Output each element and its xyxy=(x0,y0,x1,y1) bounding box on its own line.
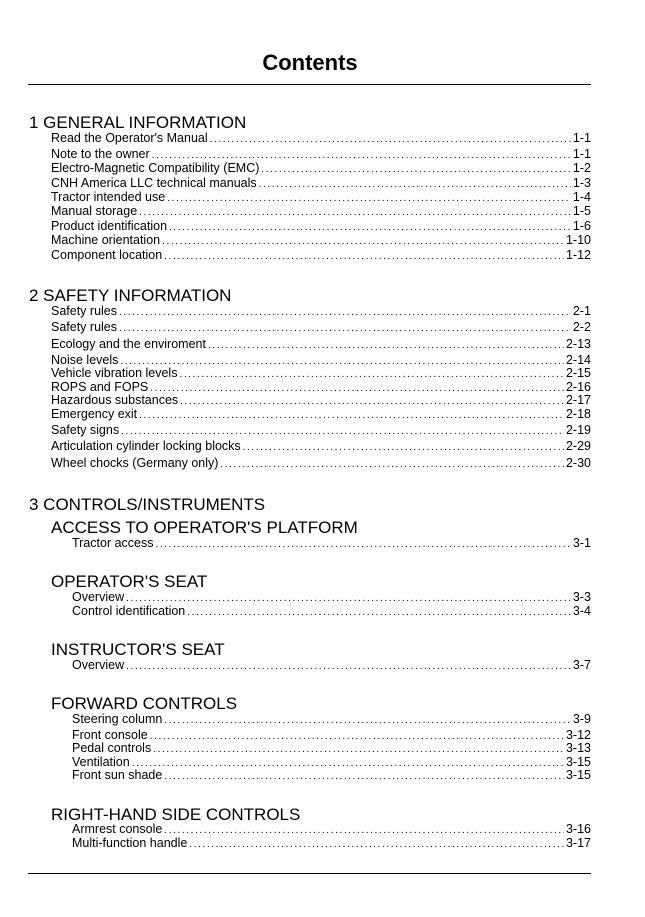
toc-label: CNH America LLC technical manuals xyxy=(51,176,257,190)
toc-page: 1-6 xyxy=(572,219,591,233)
leader-dots xyxy=(139,205,571,220)
leader-dots xyxy=(119,305,571,320)
toc-entry[interactable] xyxy=(51,320,591,335)
toc-page: 3-13 xyxy=(565,741,591,755)
toc-label: Ecology and the enviroment xyxy=(51,337,206,351)
toc-label: Safety signs xyxy=(51,423,120,437)
toc-entry[interactable] xyxy=(51,176,591,191)
toc-entry[interactable] xyxy=(72,768,591,783)
toc-label: Hazardous substances xyxy=(51,393,179,407)
toc-label: Tractor access xyxy=(72,536,154,550)
subsection-heading: INSTRUCTOR'S SEAT xyxy=(51,640,225,659)
toc-entry[interactable] xyxy=(51,147,591,162)
toc-page: 3-7 xyxy=(572,658,591,672)
leader-dots xyxy=(164,713,571,728)
leader-dots xyxy=(139,408,564,423)
toc-label: Control identification xyxy=(72,604,186,618)
toc-label: Overview xyxy=(72,590,125,604)
toc-label: ROPS and FOPS xyxy=(51,380,149,394)
toc-page: 3-3 xyxy=(572,590,591,604)
toc-entry[interactable] xyxy=(51,204,591,219)
toc-entry[interactable] xyxy=(51,304,591,319)
toc-entry[interactable] xyxy=(72,658,591,673)
toc-page: 1-1 xyxy=(572,147,591,161)
toc-label: Pedal controls xyxy=(72,741,152,755)
toc-entry[interactable] xyxy=(72,836,591,851)
toc-label: Front sun shade xyxy=(72,768,163,782)
toc-page: 2-17 xyxy=(565,393,591,407)
leader-dots xyxy=(189,837,564,852)
toc-page: 2-16 xyxy=(565,380,591,394)
toc-label: Overview xyxy=(72,658,125,672)
toc-label: Product identification xyxy=(51,219,168,233)
toc-entry[interactable] xyxy=(51,219,591,234)
toc-page: 2-29 xyxy=(565,439,591,453)
toc-page: 3-9 xyxy=(572,712,591,726)
toc-label: Steering column xyxy=(72,712,163,726)
leader-dots xyxy=(208,338,564,353)
toc-page: 1-10 xyxy=(565,233,591,247)
toc-page: 1-5 xyxy=(572,204,591,218)
toc-label: Read the Operator's Manual xyxy=(51,131,208,145)
toc-page: 2-13 xyxy=(565,337,591,351)
toc-label: Machine orientation xyxy=(51,233,161,247)
leader-dots xyxy=(243,440,564,455)
toc-label: Emergency exit xyxy=(51,407,138,421)
toc-label: Tractor intended use xyxy=(51,190,166,204)
toc-page: 3-15 xyxy=(565,768,591,782)
subsection-heading: RIGHT-HAND SIDE CONTROLS xyxy=(51,805,301,824)
bottom-rule xyxy=(28,873,591,874)
toc-label: Vehicle vibration levels xyxy=(51,366,178,380)
toc-page: 2-30 xyxy=(565,456,591,470)
toc-label: Noise levels xyxy=(51,353,119,367)
leader-dots xyxy=(121,424,564,439)
toc-entry[interactable] xyxy=(51,248,591,263)
toc-label: Electro-Magnetic Compatibility (EMC) xyxy=(51,161,260,175)
toc-page: 3-15 xyxy=(565,755,591,769)
toc-label: Articulation cylinder locking blocks xyxy=(51,439,241,453)
page-title: Contents xyxy=(262,50,358,75)
toc-entry[interactable] xyxy=(51,439,591,454)
toc-page: 3-1 xyxy=(572,536,591,550)
toc-page: 2-2 xyxy=(572,320,591,334)
toc-entry[interactable] xyxy=(72,536,591,551)
toc-page: 2-18 xyxy=(565,407,591,421)
toc-page: 1-3 xyxy=(572,176,591,190)
leader-dots xyxy=(220,457,564,472)
leader-dots xyxy=(164,769,564,784)
top-rule xyxy=(28,84,591,85)
toc-label: Manual storage xyxy=(51,204,138,218)
toc-page: 2-1 xyxy=(572,304,591,318)
toc-page: 3-16 xyxy=(565,822,591,836)
toc-page: 2-19 xyxy=(565,423,591,437)
toc-entry[interactable] xyxy=(51,131,591,146)
leader-dots xyxy=(162,234,564,249)
toc-entry[interactable] xyxy=(51,337,591,352)
toc-entry[interactable] xyxy=(51,407,591,422)
leader-dots xyxy=(119,321,571,336)
leader-dots xyxy=(261,162,571,177)
section-heading: 2 SAFETY INFORMATION xyxy=(29,286,232,305)
section-heading: 3 CONTROLS/INSTRUMENTS xyxy=(29,495,266,514)
leader-dots xyxy=(210,132,571,147)
leader-dots xyxy=(164,249,564,264)
subsection-heading: OPERATOR'S SEAT xyxy=(51,572,208,591)
toc-entry[interactable] xyxy=(51,233,591,248)
toc-label: Front console xyxy=(72,728,148,742)
toc-page: 2-15 xyxy=(565,366,591,380)
toc-entry[interactable] xyxy=(72,604,591,619)
toc-page: 3-4 xyxy=(572,604,591,618)
toc-page: 1-2 xyxy=(572,161,591,175)
toc-entry[interactable] xyxy=(72,822,591,837)
toc-label: Armrest console xyxy=(72,822,163,836)
toc-page: 1-4 xyxy=(572,190,591,204)
subsection-heading: ACCESS TO OPERATOR'S PLATFORM xyxy=(51,518,358,537)
toc-label: Wheel chocks (Germany only) xyxy=(51,456,219,470)
toc-entry[interactable] xyxy=(72,741,591,756)
toc-page: 2-14 xyxy=(565,353,591,367)
toc-page: 1-1 xyxy=(572,131,591,145)
leader-dots xyxy=(126,659,571,674)
toc-page: 3-12 xyxy=(565,728,591,742)
toc-entry[interactable] xyxy=(51,456,591,471)
toc-entry[interactable] xyxy=(51,366,591,381)
toc-entry[interactable] xyxy=(72,590,591,605)
toc-label: Note to the owner xyxy=(51,147,150,161)
toc-entry[interactable] xyxy=(51,423,591,438)
leader-dots xyxy=(187,605,571,620)
toc-entry[interactable] xyxy=(51,161,591,176)
toc-page: 3-17 xyxy=(565,836,591,850)
toc-entry[interactable] xyxy=(51,190,591,205)
toc-label: Multi-function handle xyxy=(72,836,188,850)
toc-entry[interactable] xyxy=(51,393,591,408)
subsection-heading: FORWARD CONTROLS xyxy=(51,694,238,713)
leader-dots xyxy=(156,537,571,552)
toc-label: Ventilation xyxy=(72,755,130,769)
toc-label: Component location xyxy=(51,248,163,262)
toc-label: Safety rules xyxy=(51,304,118,318)
toc-label: Safety rules xyxy=(51,320,118,334)
section-heading: 1 GENERAL INFORMATION xyxy=(29,113,247,132)
toc-page: 1-12 xyxy=(565,248,591,262)
toc-entry[interactable] xyxy=(72,712,591,727)
